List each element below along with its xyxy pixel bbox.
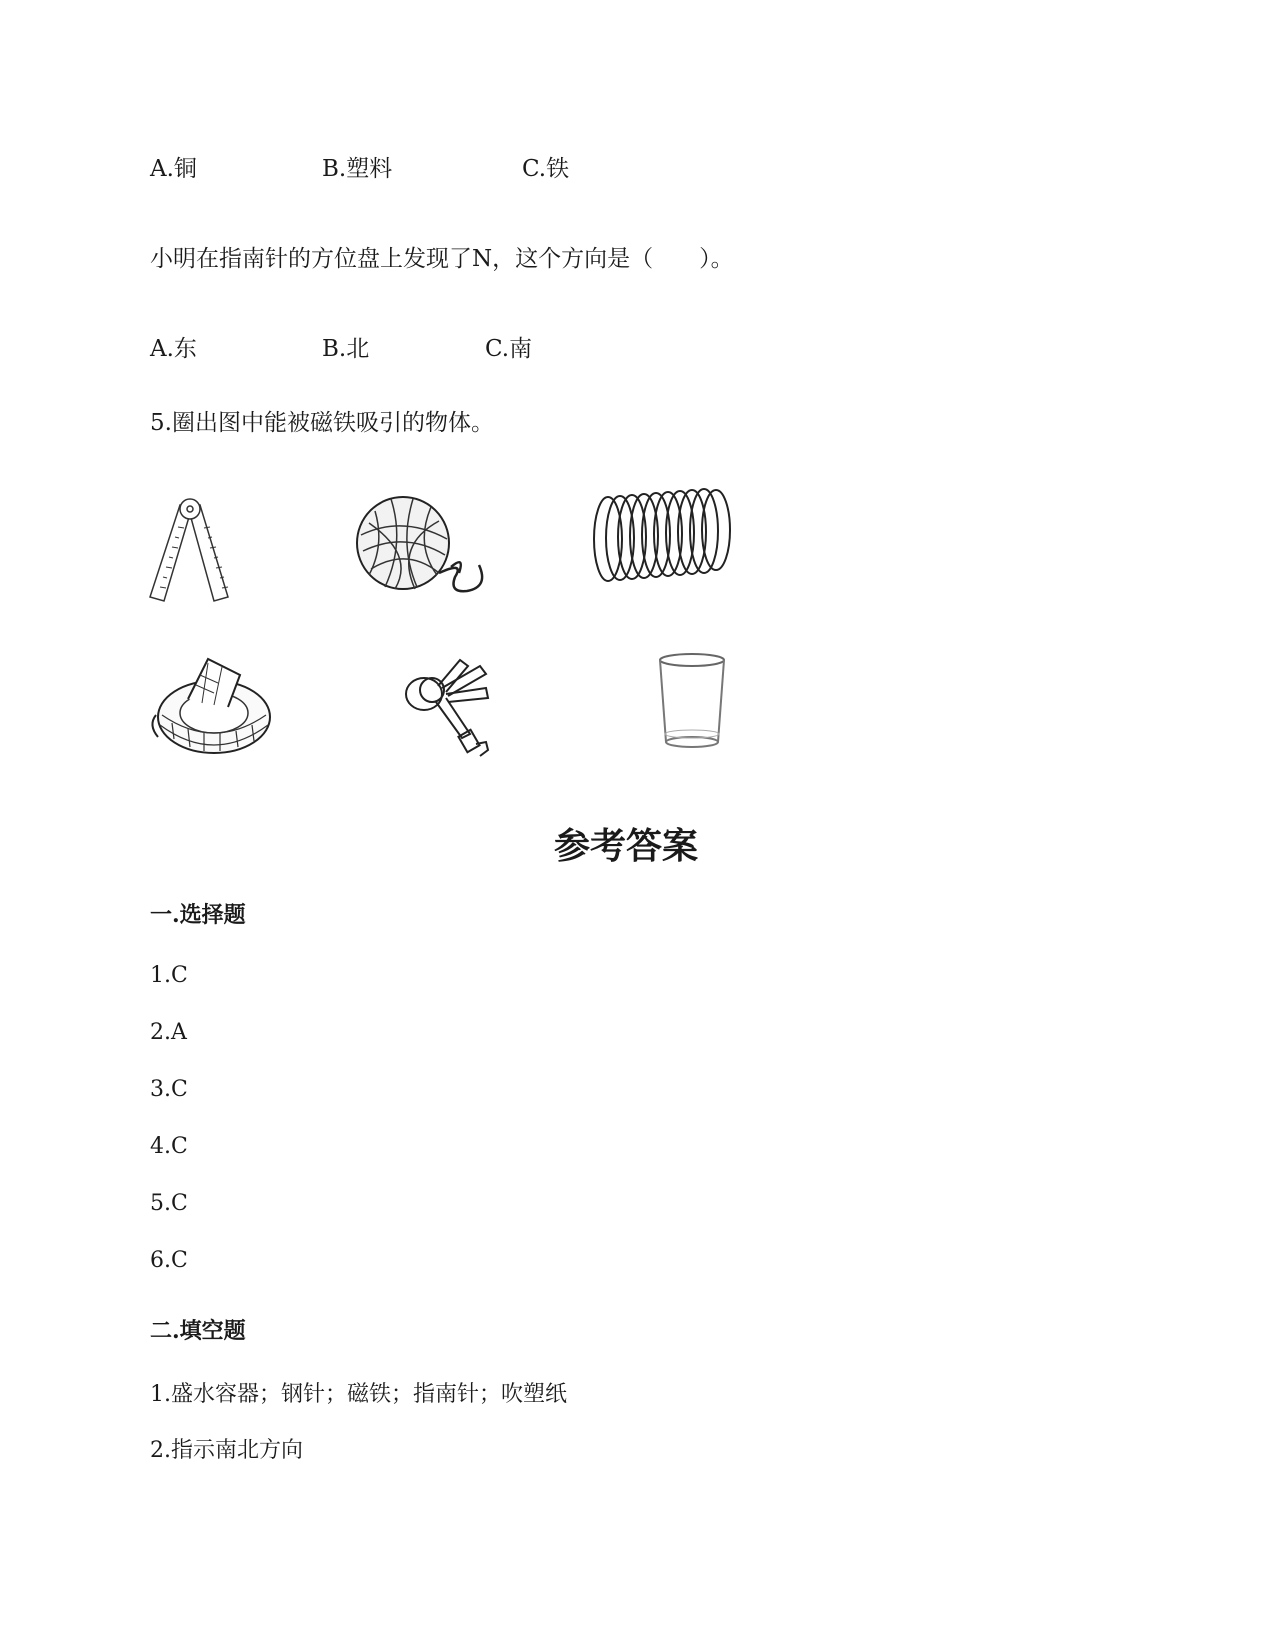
choice-answer-4: 4.C — [150, 1134, 188, 1159]
question-compass-text: 小明在指南针的方位盘上发现了N，这个方向是（ ）。 — [150, 246, 734, 272]
choice-answer-2: 2.A — [150, 1020, 187, 1045]
option-a: A.铜 — [150, 156, 197, 182]
metal-spring-image — [590, 487, 738, 587]
choice-answer-6: 6.C — [150, 1248, 188, 1273]
folding-ruler-image — [148, 497, 232, 603]
keys-image — [402, 652, 498, 760]
yarn-ball-image — [355, 495, 497, 599]
fill-answer-1: 1.盛水容器；钢针；磁铁；指南针；吹塑纸 — [150, 1382, 567, 1407]
compass-option-c: C.南 — [485, 336, 533, 362]
compass-option-a: A.东 — [150, 336, 197, 362]
choice-answer-3: 3.C — [150, 1077, 188, 1102]
compass-option-b: B.北 — [322, 336, 370, 362]
fill-answer-2: 2.指示南北方向 — [150, 1438, 303, 1463]
answer-key-title: 参考答案 — [554, 825, 699, 867]
choice-answer-1: 1.C — [150, 963, 188, 988]
glass-cup-image — [656, 652, 728, 752]
tape-measure-image — [148, 655, 274, 757]
section-choice-title: 一.选择题 — [150, 902, 246, 928]
section-fill-title: 二.填空题 — [150, 1318, 246, 1344]
option-c: C.铁 — [522, 156, 570, 182]
question-5-text: 5.圈出图中能被磁铁吸引的物体。 — [150, 410, 494, 436]
option-b: B.塑料 — [322, 156, 393, 182]
choice-answer-5: 5.C — [150, 1191, 188, 1216]
